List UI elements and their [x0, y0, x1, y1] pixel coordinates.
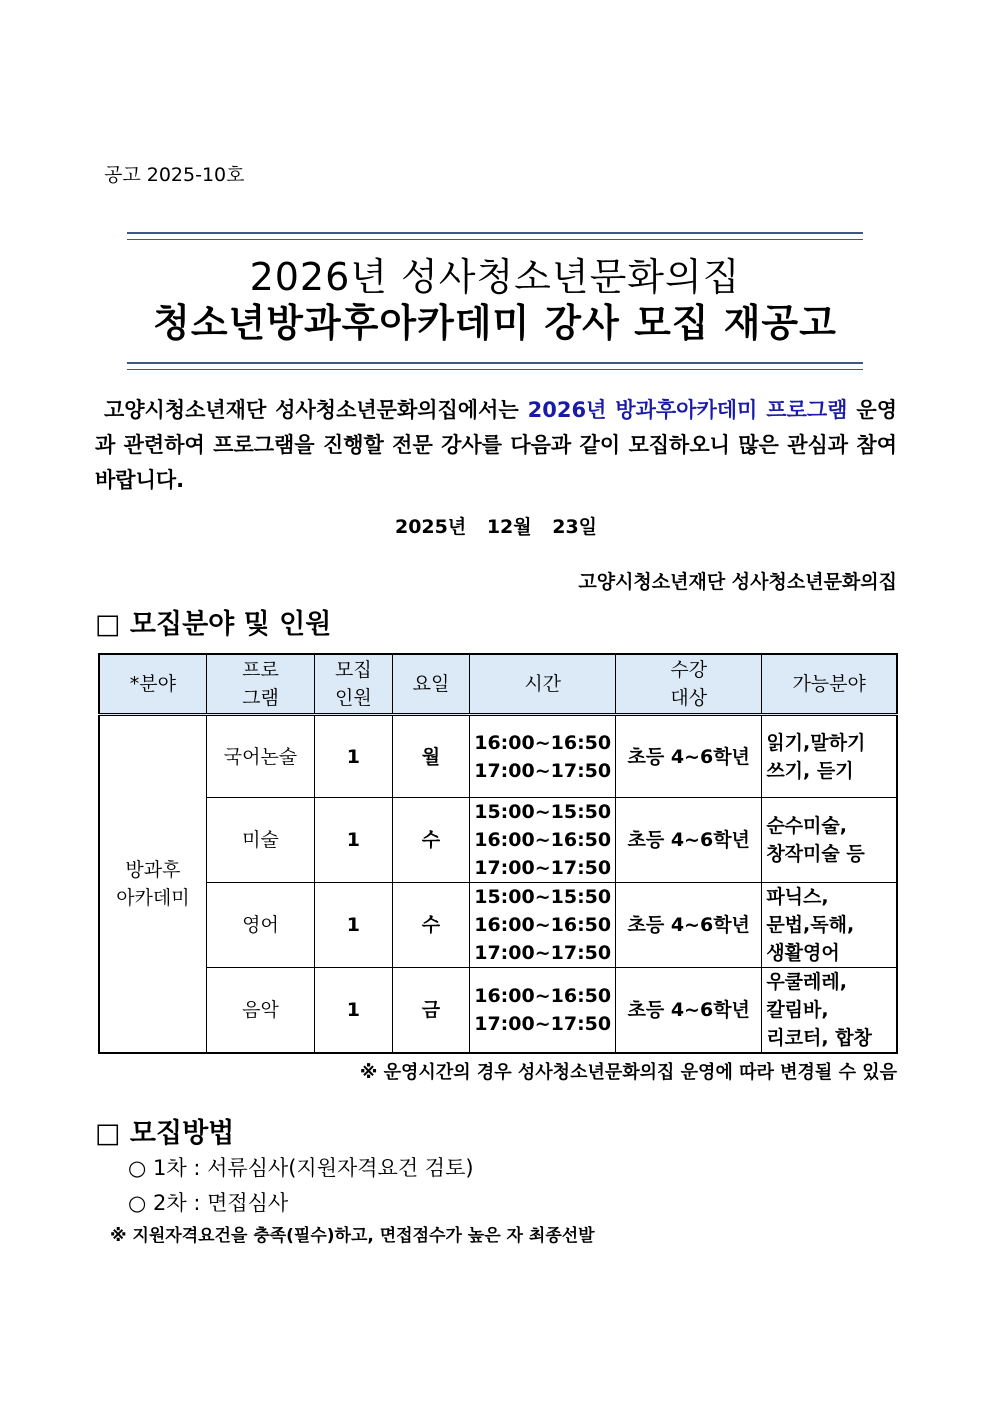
target-cell: 초등 4~6학년	[616, 883, 762, 968]
time-cell: 16:00~16:50 17:00~17:50	[470, 968, 616, 1054]
program-cell: 국어논술	[206, 715, 314, 798]
header-day: 요일	[392, 654, 470, 715]
notice-number: 공고 2025-10호	[104, 164, 245, 186]
time-cell: 15:00~15:50 16:00~16:50 17:00~17:50	[470, 798, 616, 883]
notice-date: 2025년 12월 23일	[394, 516, 598, 538]
recruitment-table	[98, 653, 898, 1054]
time-cell: 16:00~16:50 17:00~17:50	[470, 715, 616, 798]
target-cell: 초등 4~6학년	[616, 798, 762, 883]
table-header-row	[99, 654, 897, 715]
count-cell: 1	[315, 968, 393, 1054]
title-rule-top	[127, 232, 863, 240]
title-rule-bottom	[127, 362, 863, 370]
header-count: 모집 인원	[315, 654, 393, 715]
selection-footnote: ※ 지원자격요건을 충족(필수)하고, 면접점수가 높은 자 최종선발	[110, 1226, 595, 1246]
title-line-1: 2026년 성사청소년문화의집	[249, 255, 741, 299]
program-cell: 미술	[206, 798, 314, 883]
target-cell: 초등 4~6학년	[616, 715, 762, 798]
intro-paragraph	[95, 393, 897, 498]
area-cell: 읽기,말하기 쓰기, 듣기	[762, 715, 897, 798]
program-cell: 음악	[206, 968, 314, 1054]
intro-text-1: 고양시청소년재단 성사청소년문화의집에서는	[103, 398, 528, 422]
header-target: 수강 대상	[616, 654, 762, 715]
method-step-2: ○ 2차 : 면접심사	[128, 1191, 289, 1215]
table-row	[99, 715, 897, 798]
table-footnote: ※ 운영시간의 경우 성사청소년문화의집 운영에 따라 변경될 수 있음	[359, 1062, 897, 1083]
header-program: 프로 그램	[206, 654, 314, 715]
count-cell: 1	[315, 798, 393, 883]
target-cell: 초등 4~6학년	[616, 968, 762, 1054]
day-cell: 수	[392, 798, 470, 883]
day-cell: 수	[392, 883, 470, 968]
area-cell: 순수미술, 창작미술 등	[762, 798, 897, 883]
table-row	[99, 798, 897, 883]
day-cell: 금	[392, 968, 470, 1054]
day-cell: 월	[392, 715, 470, 798]
area-cell: 파닉스, 문법,독해, 생활영어	[762, 883, 897, 968]
section-heading-recruitment: □ 모집분야 및 인원	[95, 609, 332, 640]
header-area: 가능분야	[762, 654, 897, 715]
section-heading-method: □ 모집방법	[95, 1118, 235, 1149]
count-cell: 1	[315, 715, 393, 798]
table-row	[99, 883, 897, 968]
field-cell: 방과후 아카데미	[99, 715, 206, 1054]
time-cell: 15:00~15:50 16:00~16:50 17:00~17:50	[470, 883, 616, 968]
method-step-1: ○ 1차 : 서류심사(지원자격요건 검토)	[128, 1156, 474, 1180]
program-cell: 영어	[206, 883, 314, 968]
header-time: 시간	[470, 654, 616, 715]
organization-name: 고양시청소년재단 성사청소년문화의집	[578, 571, 897, 593]
intro-highlight: 2026년 방과후아카데미 프로그램	[527, 398, 848, 422]
area-cell: 우쿨레레, 칼림바, 리코터, 합창	[762, 968, 897, 1054]
intro-text-2: 운영과 관련하여 프로그램을 진행할 전문 강사를 다음과 같이 모집하오니 많은 관심과 참여 바랍니다.	[95, 398, 897, 492]
table-row	[99, 968, 897, 1054]
count-cell: 1	[315, 883, 393, 968]
header-field: *분야	[99, 654, 206, 715]
title-line-2: 청소년방과후아카데미 강사 모집 재공고	[153, 301, 837, 345]
